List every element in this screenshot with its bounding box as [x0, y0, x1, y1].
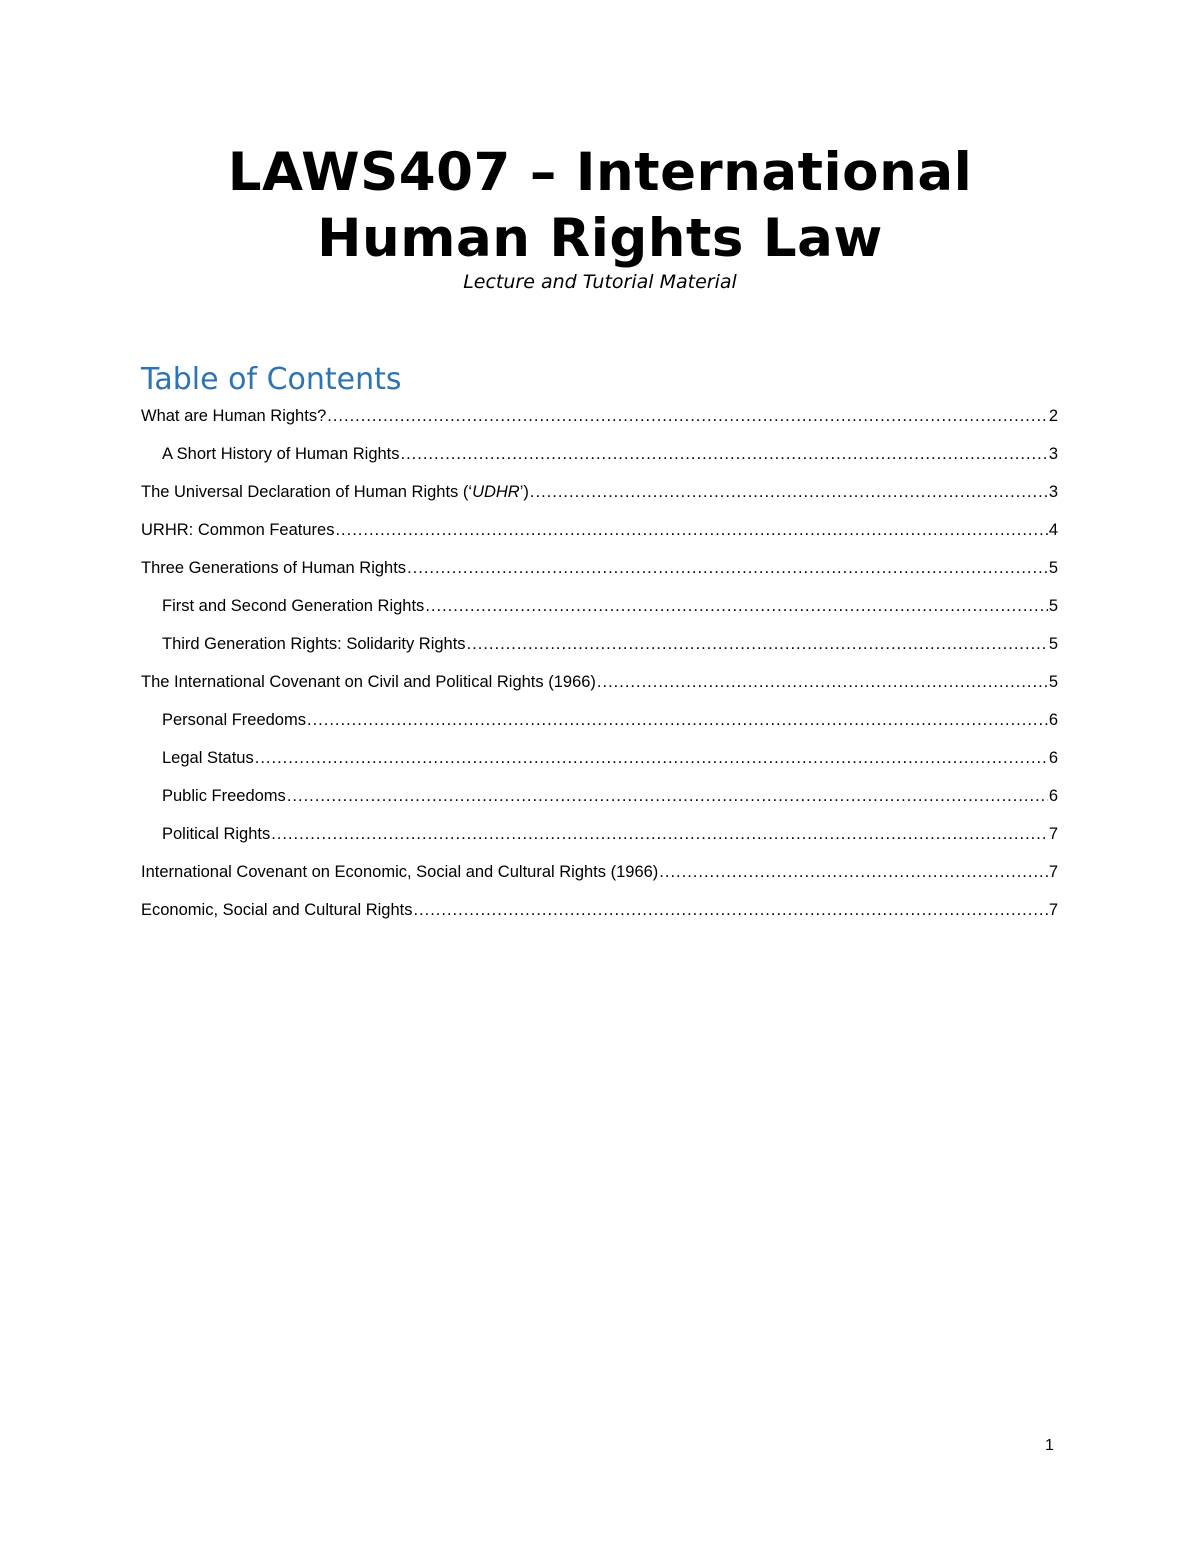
document-title-line-2: Human Rights Law	[317, 208, 883, 269]
toc-leader-dots	[271, 822, 1048, 846]
toc-entry-label: Public Freedoms	[162, 787, 286, 805]
toc-leader-dots	[530, 480, 1048, 504]
toc-entry[interactable]	[141, 404, 1058, 428]
toc-leader-dots	[327, 404, 1048, 428]
toc-leader-dots	[287, 784, 1048, 808]
toc-entry-page: 2	[1048, 407, 1058, 425]
toc-entry-page: 4	[1048, 521, 1058, 539]
page-number: 1	[1045, 1437, 1054, 1454]
toc-entry-page: 6	[1048, 711, 1058, 729]
toc-leader-dots	[597, 670, 1048, 694]
toc-entry[interactable]	[162, 746, 1058, 770]
toc-entry-page: 5	[1048, 673, 1058, 691]
toc-entry[interactable]	[141, 480, 1058, 504]
toc-entry-page: 7	[1048, 863, 1058, 881]
toc-leader-dots	[335, 518, 1047, 542]
toc-entry[interactable]	[141, 556, 1058, 580]
toc-leader-dots	[659, 860, 1048, 884]
toc-entry[interactable]	[162, 822, 1058, 846]
toc-entry-label: Legal Status	[162, 749, 254, 767]
toc-entry-label	[141, 480, 529, 504]
toc-entry-page: 5	[1048, 597, 1058, 615]
toc-entry-label: Economic, Social and Cultural Rights	[141, 901, 413, 919]
toc-entry-label: A Short History of Human Rights	[162, 445, 400, 463]
toc-entry[interactable]	[141, 860, 1058, 884]
toc-entry-page: 5	[1048, 635, 1058, 653]
toc-entry[interactable]	[162, 594, 1058, 618]
toc-entry[interactable]	[141, 518, 1058, 542]
document-title-line-1: LAWS407 – International	[227, 142, 973, 203]
toc-entry[interactable]	[141, 670, 1058, 694]
toc-entry[interactable]	[162, 708, 1058, 732]
toc-entry-label: URHR: Common Features	[141, 521, 335, 539]
toc-entry-label: The International Covenant on Civil and Political Rights (1966)	[141, 673, 596, 691]
toc-entry-label: What are Human Rights?	[141, 407, 327, 425]
toc-entry-label-text: The Universal Declaration of Human Rights (‘	[141, 483, 473, 501]
toc-entry-label: Political Rights	[162, 825, 271, 843]
toc-leader-dots	[413, 898, 1047, 922]
toc-entry[interactable]	[141, 898, 1058, 922]
toc-entry-page: 6	[1048, 787, 1058, 805]
toc-entry-label-abbreviation: UDHR	[472, 483, 520, 501]
toc-leader-dots	[255, 746, 1048, 770]
document-subtitle: Lecture and Tutorial Material	[463, 271, 737, 293]
toc-entry-page: 3	[1048, 445, 1058, 463]
toc-leader-dots	[425, 594, 1048, 618]
toc-entry-label: First and Second Generation Rights	[162, 597, 425, 615]
toc-entry[interactable]	[162, 442, 1058, 466]
toc-entry-label: Personal Freedoms	[162, 711, 306, 729]
toc-entry-label-text: ’)	[519, 483, 529, 501]
toc-heading: Table of Contents	[141, 362, 402, 397]
toc-entry-label: International Covenant on Economic, Social and Cultural Rights (1966)	[141, 863, 659, 881]
toc-leader-dots	[407, 556, 1048, 580]
toc-entry-page: 3	[1048, 483, 1058, 501]
toc-leader-dots	[401, 442, 1048, 466]
toc-entry[interactable]	[162, 632, 1058, 656]
toc-entry-page: 5	[1048, 559, 1058, 577]
toc-leader-dots	[307, 708, 1048, 732]
toc-entry[interactable]	[162, 784, 1058, 808]
toc-entry-page: 6	[1048, 749, 1058, 767]
toc-leader-dots	[467, 632, 1048, 656]
toc-entry-label: Third Generation Rights: Solidarity Rights	[162, 635, 466, 653]
toc-entry-label: Three Generations of Human Rights	[141, 559, 407, 577]
toc-entry-page: 7	[1048, 825, 1058, 843]
toc-entry-page: 7	[1048, 901, 1058, 919]
